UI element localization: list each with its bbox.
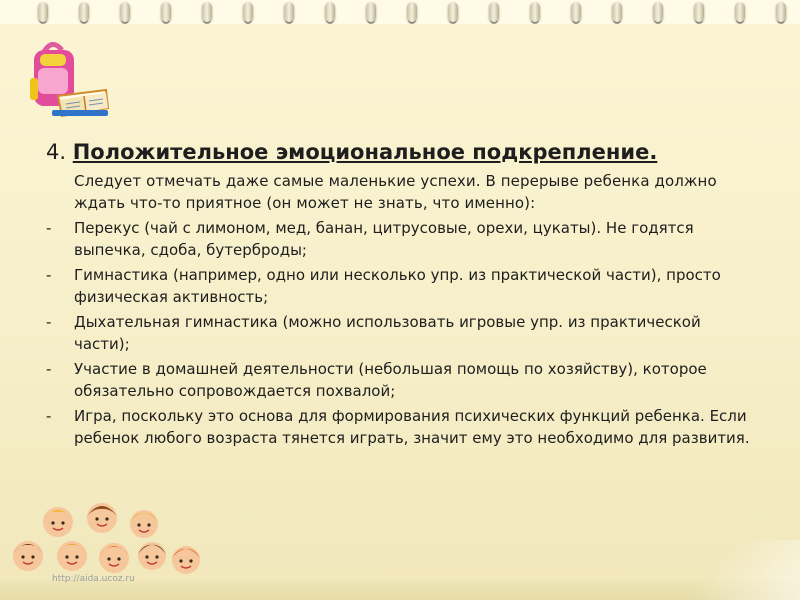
bullet-dash: - bbox=[46, 219, 52, 237]
list-item bbox=[46, 405, 758, 449]
binding-ring bbox=[530, 2, 540, 22]
list-item bbox=[46, 358, 758, 402]
page-curl-shade bbox=[660, 540, 800, 600]
binding-ring bbox=[694, 2, 704, 22]
bullet-dash: - bbox=[46, 313, 52, 331]
bullet-dash: - bbox=[46, 407, 52, 425]
list-item bbox=[46, 264, 758, 308]
binding-ring bbox=[243, 2, 253, 22]
binding-ring bbox=[571, 2, 581, 22]
binding-ring bbox=[735, 2, 745, 22]
binding-ring bbox=[448, 2, 458, 22]
binding-ring bbox=[653, 2, 663, 22]
binding-ring bbox=[366, 2, 376, 22]
slide-heading bbox=[46, 138, 758, 166]
list-item-text: Перекус (чай с лимоном, мед, банан, цитрусовые, орехи, цукаты). Не годятся выпечка, сдоба, бутерброды; bbox=[74, 219, 694, 259]
footer-url: http://aida.ucoz.ru bbox=[52, 574, 135, 584]
binding-ring bbox=[489, 2, 499, 22]
intro-paragraph: Следует отмечать даже самые маленькие успехи. В перерыве ребенка должно ждать что-то приятное (он может не знать, что именно): bbox=[74, 172, 717, 212]
list-item bbox=[46, 311, 758, 355]
bullet-dash: - bbox=[46, 266, 52, 284]
slide-content bbox=[46, 138, 758, 449]
binding-ring bbox=[202, 2, 212, 22]
binding-ring bbox=[325, 2, 335, 22]
school-backpack-icon bbox=[22, 38, 112, 123]
binding-ring bbox=[38, 2, 48, 22]
list-item-text: Игра, поскольку это основа для формирования психических функций ребенка. Если ребенок любого возраста тянется играть, значит ему это необходимо для развития. bbox=[74, 407, 750, 447]
list-item bbox=[46, 217, 758, 261]
binding-ring bbox=[612, 2, 622, 22]
binding-ring bbox=[284, 2, 294, 22]
list-item-text: Участие в домашней деятельности (небольшая помощь по хозяйству), которое обязательно сопровождается похвалой; bbox=[74, 360, 707, 400]
heading-title: Положительное эмоциональное подкрепление. bbox=[72, 140, 658, 164]
binding-ring bbox=[161, 2, 171, 22]
binding-ring bbox=[79, 2, 89, 22]
bullet-dash: - bbox=[46, 360, 52, 378]
binding-ring bbox=[407, 2, 417, 22]
binding-ring bbox=[120, 2, 130, 22]
list-item-text: Гимнастика (например, одно или несколько упр. из практической части), просто физическая активность; bbox=[74, 266, 721, 306]
bullet-list bbox=[46, 217, 758, 449]
heading-number: 4. bbox=[46, 140, 67, 164]
binding-ring bbox=[776, 2, 786, 22]
list-item-text: Дыхательная гимнастика (можно использовать игровые упр. из практической части); bbox=[74, 313, 701, 353]
children-faces-icon bbox=[6, 500, 202, 578]
